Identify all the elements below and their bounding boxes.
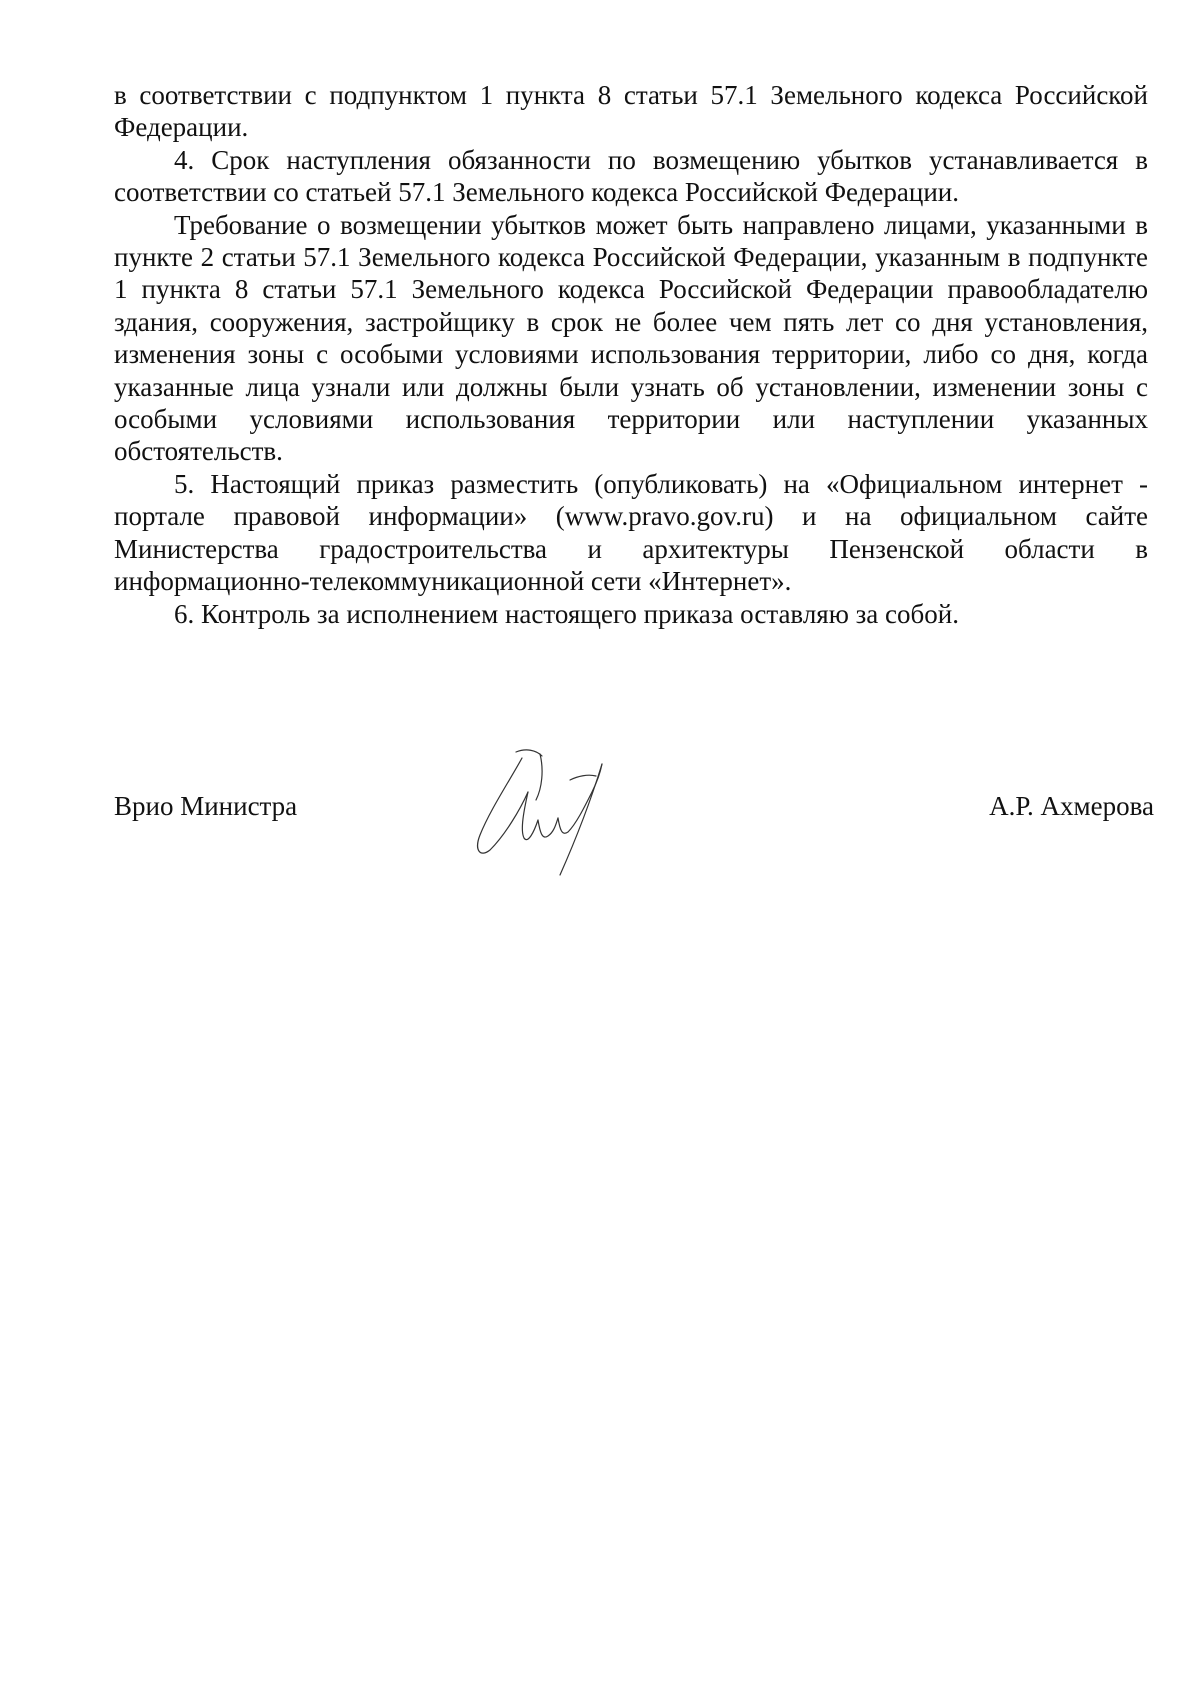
signature-block: [114, 790, 1154, 830]
paragraph-continuation: в соответствии с подпунктом 1 пункта 8 статьи 57.1 Земельного кодекса Российской Федерации.: [114, 80, 1148, 143]
paragraph-claim-requirement: Требование о возмещении убытков может быть направлено лицами, указанными в пункте 2 статьи 57.1 Земельного кодекса Российской Федерации, указанным в подпункте 1 пункта 8 статьи 57.1 Земельного кодекса Российской Федерации правообладателю здания, сооружения, застройщику в срок не более чем пять лет со дня установления, изменения зоны с особыми условиями использования территории, либо со дня, когда указанные лица узнали или должны были узнать об установлении, изменении зоны с особыми условиями использования территории или наступлении указанных обстоятельств.: [114, 209, 1148, 467]
paragraph-item-6: 6. Контроль за исполнением настоящего приказа оставляю за собой.: [174, 598, 959, 629]
signatory-position: Врио Министра: [114, 791, 298, 821]
signatory-name: А.Р. Ахмерова: [989, 791, 1154, 821]
paragraph-item-4: 4. Срок наступления обязанности по возмещению убытков устанавливается в соответствии со статьей 57.1 Земельного кодекса Российской Федерации.: [114, 144, 1148, 208]
paragraph-item-5: 5. Настоящий приказ разместить (опубликовать) на «Официальном интернет - портале правовой информации» (www.pravo.gov.ru) и на официальном сайте Министерства градостроительства и архитектуры Пензенской области в информационно-телекоммуникационной сети «Интернет».: [114, 468, 1148, 597]
document-body: [114, 79, 1148, 630]
